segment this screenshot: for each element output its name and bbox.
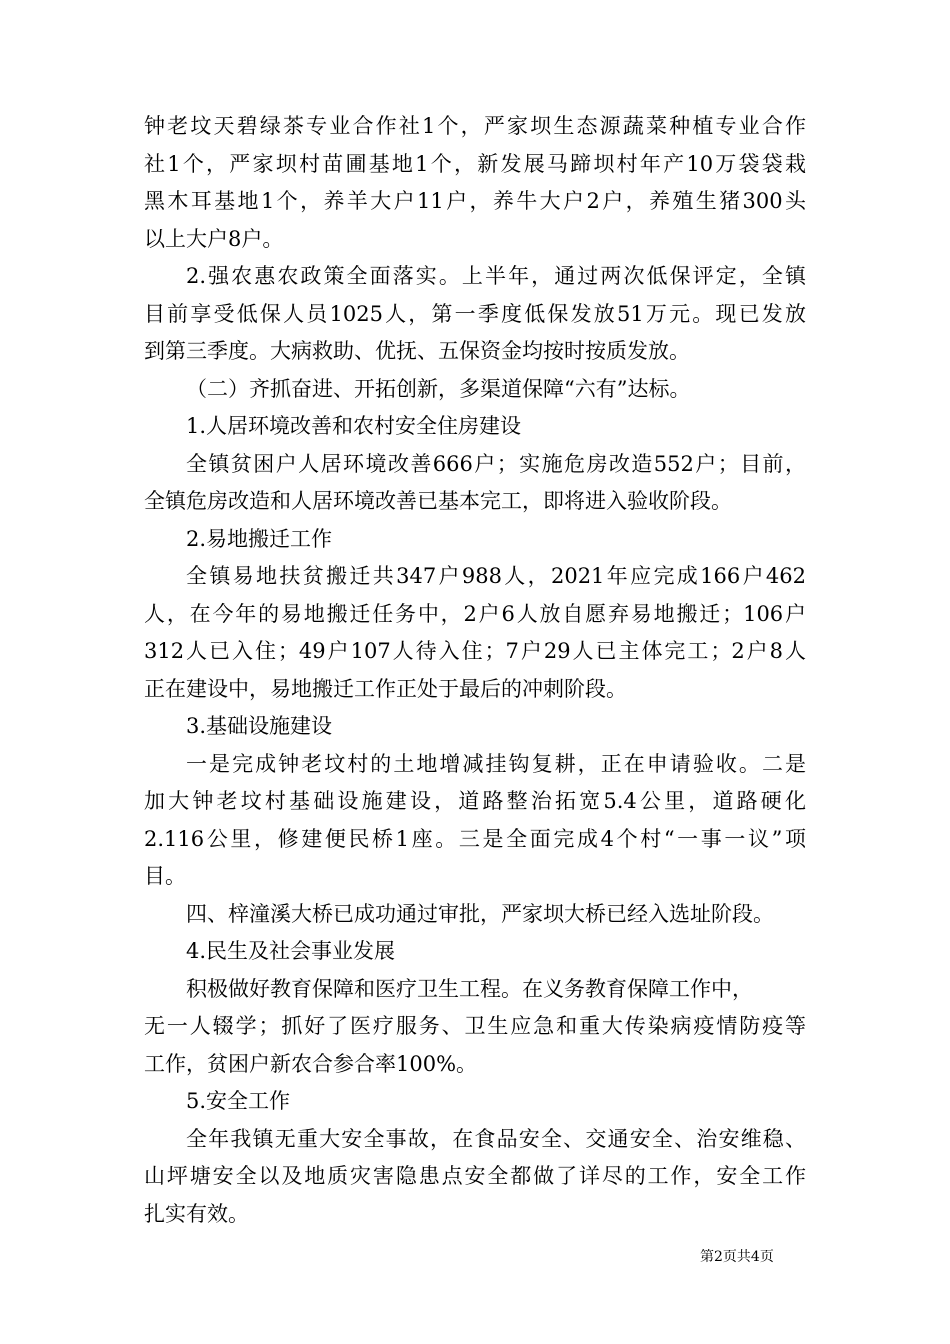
- body-line: 目前享受低保人员1025人，第一季度低保发放51万元。现已发放: [144, 301, 806, 326]
- body-line: 人，在今年的易地搬迁任务中，2户6人放自愿弃易地搬迁；106户: [144, 601, 806, 626]
- subsection-heading: 1.人居环境改善和农村安全住房建设: [186, 414, 522, 438]
- body-line: 四、梓潼溪大桥已成功通过审批，严家坝大桥已经入选址阶段。: [186, 901, 774, 926]
- page-number: 第2页共4页: [700, 1249, 774, 1265]
- body-line: 正在建设中，易地搬迁工作正处于最后的冲刺阶段。: [144, 676, 627, 701]
- subsection-heading: 2.易地搬迁工作: [186, 526, 333, 551]
- body-line: 2.强农惠农政策全面落实。上半年，通过两次低保评定，全镇: [186, 264, 806, 288]
- subsection-heading: 3.基础设施建设: [186, 714, 333, 738]
- body-line: 山坪塘安全以及地质灾害隐患点安全都做了详尽的工作，安全工作: [144, 1164, 806, 1188]
- body-line: 以上大户8户。: [144, 226, 284, 251]
- document-body: [144, 108, 806, 1233]
- body-line: 黑木耳基地1个，养羊大户11户，养牛大户2户，养殖生猪300头: [144, 189, 806, 213]
- body-line: 工作，贫困户新农合参合率100%。: [144, 1051, 478, 1076]
- body-line: 加大钟老坟村基础设施建设，道路整治拓宽5.4公里，道路硬化: [144, 789, 806, 813]
- body-line: 到第三季度。大病救助、优抚、五保资金均按时按质发放。: [144, 339, 690, 363]
- body-line: 全年我镇无重大安全事故，在食品安全、交通安全、治安维稳、: [186, 1126, 806, 1151]
- body-line: 2.116公里，修建便民桥1座。三是全面完成4个村“一事一议”项: [144, 826, 806, 851]
- section-heading: （二）齐抓奋进、开拓创新，多渠道保障“六有”达标。: [186, 376, 691, 401]
- body-line: 312人已入住；49户107人待入住；7户29人已主体完工；2户8人: [144, 639, 806, 663]
- body-line: 钟老坟天碧绿茶专业合作社1个，严家坝生态源蔬菜种植专业合作: [144, 114, 806, 138]
- body-line: 无一人辍学；抓好了医疗服务、卫生应急和重大传染病疫情防疫等: [144, 1014, 806, 1038]
- body-line: 目。: [144, 864, 186, 888]
- body-line: 扎实有效。: [144, 1201, 249, 1226]
- body-line: 积极做好教育保障和医疗卫生工程。在义务教育保障工作中，: [186, 976, 753, 1001]
- subsection-heading: 4.民生及社会事业发展: [186, 939, 396, 963]
- body-line: 全镇易地扶贫搬迁共347户988人，2021年应完成166户462: [186, 564, 806, 588]
- body-line: 全镇贫困户人居环境改善666户；实施危房改造552户；目前，: [186, 451, 806, 476]
- subsection-heading: 5.安全工作: [186, 1089, 291, 1113]
- body-line: 一是完成钟老坟村的土地增减挂钩复耕，正在申请验收。二是: [186, 751, 806, 776]
- body-line: 社1个，严家坝村苗圃基地1个，新发展马蹄坝村年产10万袋袋栽: [144, 151, 806, 176]
- body-line: 全镇危房改造和人居环境改善已基本完工，即将进入验收阶段。: [144, 489, 732, 513]
